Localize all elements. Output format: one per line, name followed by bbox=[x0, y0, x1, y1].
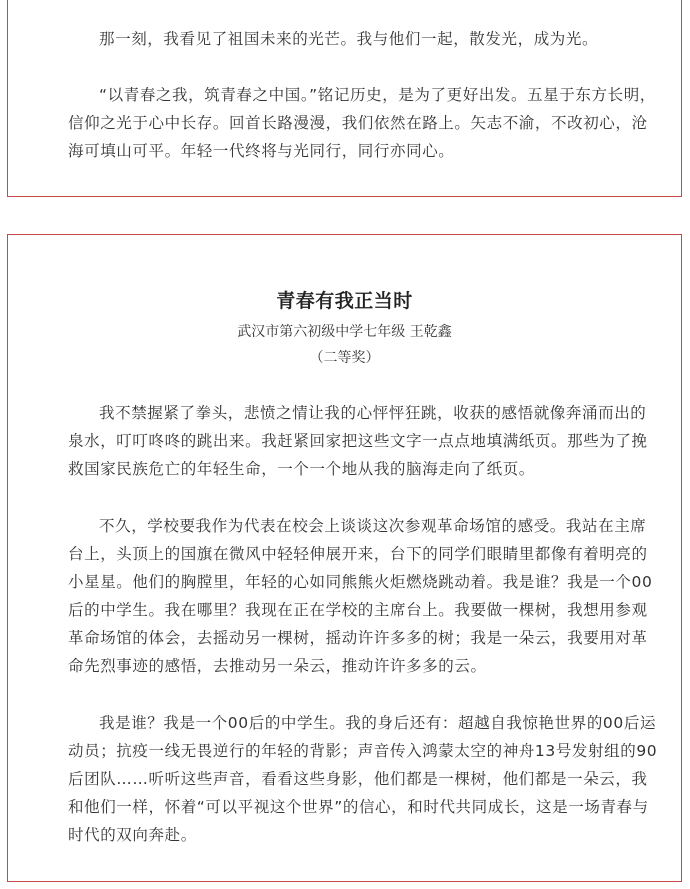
paragraph: 那一刻，我看见了祖国未来的光芒。我与他们一起，散发光，成为光。 bbox=[99, 30, 599, 48]
article-card-top bbox=[7, 0, 682, 197]
paragraph: 我不禁握紧了拳头，悲愤之情让我的心怦怦狂跳，收获的感悟就像奔涌而出的泉水，叮叮咚咚的跳出来。我赶紧回家把这些文字一点点地填满纸页。那些为了挽救国家民族危亡的年轻生命，一个一个地从我的脑海走向了纸页。 bbox=[68, 404, 648, 478]
award-label: （二等奖） bbox=[309, 350, 380, 366]
author-byline: 武汉市第六初级中学七年级 王乾鑫 bbox=[237, 324, 452, 340]
article-card-main bbox=[7, 234, 682, 882]
paragraph: 我是谁？我是一个00后的中学生。我的身后还有：超越自我惊艳世界的00后运动员；抗疫一线无畏逆行的年轻的背影；声音传入鸿蒙太空的神舟13号发射组的90后团队……听听这些声音，看看这些身影，他们都是一棵树，他们都是一朵云，我和他们一样，怀着“可以平视这个世界”的信心，和时代共同成长，这是一场青春与时代的双向奔赴。 bbox=[68, 714, 658, 844]
article-title: 青春有我正当时 bbox=[276, 290, 413, 312]
paragraph: “以青春之我，筑青春之中国。”铭记历史，是为了更好出发。五星于东方长明，信仰之光于心中长存。回首长路漫漫，我们依然在路上。矢志不渝，不改初心，沧海可填山可平。年轻一代终将与光同行，同行亦同心。 bbox=[68, 86, 656, 160]
paragraph: 不久，学校要我作为代表在校会上谈谈这次参观革命场馆的感受。我站在主席台上，头顶上的国旗在微风中轻轻伸展开来，台下的同学们眼睛里都像有着明亮的小星星。他们的胸膛里，年轻的心如同熊熊火炬燃烧跳动着。我是谁？我是一个00后的中学生。我在哪里？我现在正在学校的主席台上。我要做一棵树，我想用参观革命场馆的体会，去摇动另一棵树，摇动许许多多的树；我是一朵云，我要用对革命先烈事迹的感悟，去推动另一朵云，推动许许多多的云。 bbox=[68, 517, 653, 675]
